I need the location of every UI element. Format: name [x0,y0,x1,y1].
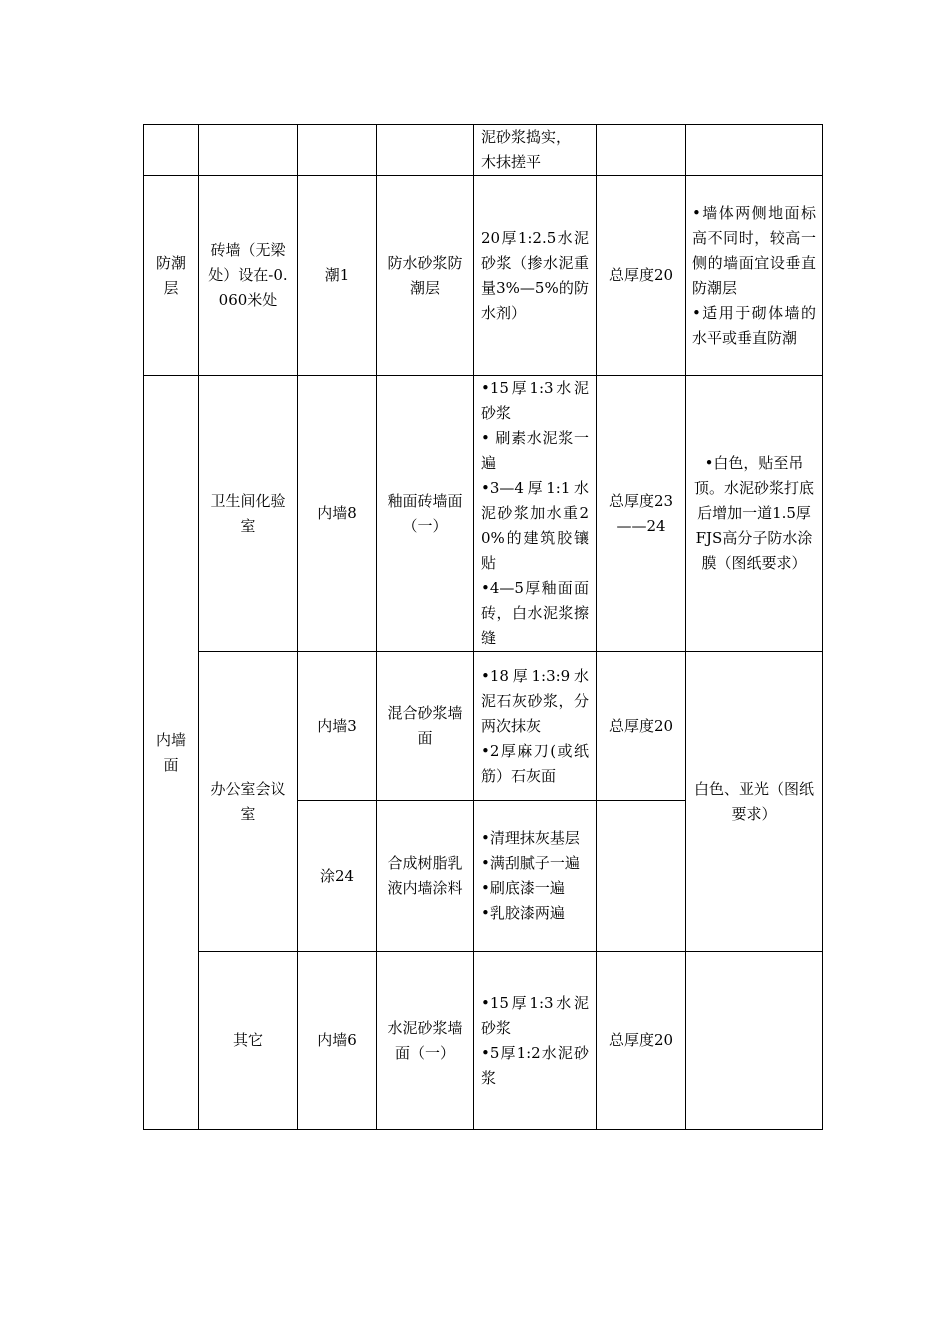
name-cell: 釉面砖墙面（一） [377,376,474,652]
name-cell: 混合砂浆墙面 [377,652,474,801]
name-cell: 防水砂浆防潮层 [377,176,474,376]
procedure-line: •乳胶漆两遍 [481,904,565,922]
category-cell-inner-wall: 内墙面 [144,376,199,1130]
name-cell [377,125,474,176]
code-cell: 潮1 [298,176,377,376]
procedure-line: • 刷素水泥浆一遍 [481,429,589,472]
notes-cell [686,176,823,376]
moisture-barrier-row [144,176,823,376]
procedure-cell [474,801,597,952]
thickness-cell: 总厚度20 [597,176,686,376]
procedure-line: •满刮腻子一遍 [481,854,580,872]
procedure-cell [474,652,597,801]
procedure-line: •2厚麻刀(或纸筋）石灰面 [481,741,589,785]
inner-wall-row-bathroom [144,376,823,652]
thickness-cell: 总厚度20 [597,952,686,1130]
procedure-line: •刷底漆一遍 [481,879,565,897]
procedure-line: 泥砂浆捣实， [481,128,572,146]
note-line: •墙体两侧地面标高不同时，较高一侧的墙面宜设垂直防潮层 [692,203,816,297]
procedure-line: •15厚1:3水泥砂浆 [481,993,589,1037]
notes-cell [686,125,823,176]
procedure-line: •4—5厚釉面面砖，白水泥浆擦缝 [481,579,589,647]
procedure-cell [474,125,597,176]
code-cell: 内墙3 [298,652,377,801]
code-cell: 涂24 [298,801,377,952]
procedure-line: •3—4厚1:1水泥砂浆加水重20%的建筑胶镶贴 [481,479,589,572]
notes-cell [686,952,823,1130]
name-cell: 水泥砂浆墙面（一） [377,952,474,1130]
location-cell: 其它 [199,952,298,1130]
procedure-cell [474,952,597,1130]
code-cell [298,125,377,176]
location-cell [199,125,298,176]
note-line: •适用于砌体墙的水平或垂直防潮 [692,303,816,347]
location-cell: 卫生间化验室 [199,376,298,652]
procedure-line: •5厚1:2水泥砂浆 [481,1043,589,1087]
notes-cell: •白色，贴至吊顶。水泥砂浆打底后增加一道1.5厚FJS高分子防水涂膜（图纸要求） [686,376,823,652]
inner-wall-row-office [144,652,823,801]
inner-wall-row-other [144,952,823,1130]
code-cell: 内墙8 [298,376,377,652]
thickness-cell [597,125,686,176]
procedure-line: •清理抹灰基层 [481,829,580,847]
thickness-cell: 总厚度23——24 [597,376,686,652]
procedure-line: •15厚1:3水泥砂浆 [481,379,589,422]
category-cell: 防潮层 [144,176,199,376]
construction-spec-table [143,124,823,1130]
procedure-line: •18厚1:3:9水泥石灰砂浆，分两次抹灰 [481,666,589,735]
code-cell: 内墙6 [298,952,377,1130]
procedure-cell [474,376,597,652]
notes-cell: 白色、亚光（图纸要求） [686,652,823,952]
name-cell: 合成树脂乳液内墙涂料 [377,801,474,952]
location-cell: 砖墙（无梁处）设在-0.060米处 [199,176,298,376]
location-cell: 办公室会议室 [199,652,298,952]
procedure-line: 木抹搓平 [481,153,542,171]
procedure-cell: 20厚1:2.5水泥砂浆（掺水泥重量3%—5%的防水剂） [474,176,597,376]
category-cell [144,125,199,176]
thickness-cell [597,801,686,952]
thickness-cell: 总厚度20 [597,652,686,801]
continuation-row [144,125,823,176]
